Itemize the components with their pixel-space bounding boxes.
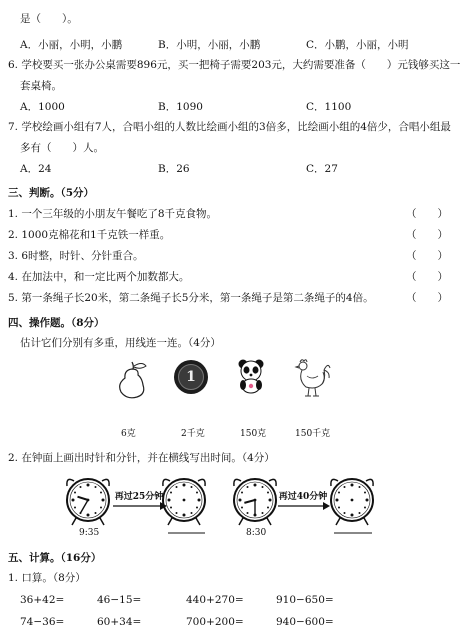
judge-item-5 (8, 291, 448, 305)
clock-4-face[interactable] (331, 479, 373, 525)
answer-paren[interactable]: （ ） (406, 208, 448, 220)
judge-item-1 (8, 207, 448, 221)
clock-3-time: 8:30 (246, 528, 267, 538)
q7-option-b: B．26 (158, 163, 190, 175)
q7-option-c: C．27 (306, 163, 338, 175)
judge-item-4 (8, 270, 448, 284)
q7-line2: 多有（ ）人。 (20, 142, 104, 154)
answer-paren[interactable]: （ ） (406, 292, 448, 304)
calc-item: 940−600= (276, 616, 334, 628)
q6-option-b: B．1090 (158, 101, 203, 113)
weight-label-3: 150克 (240, 429, 267, 439)
clock-exercise (0, 470, 466, 542)
ops-section-title: 四、操作题。（8分） (8, 317, 105, 329)
judge-item-text: 3. 6时整，时针、分针重合。 (8, 250, 144, 262)
clock-2-face[interactable] (163, 479, 205, 525)
arrow-1-label: 再过25分钟 (114, 492, 164, 502)
calc-item: 46−15= (97, 594, 142, 606)
q6-line2: 套桌椅。 (20, 80, 62, 92)
calc-item: 440+270= (186, 594, 244, 606)
coin-digit: 1 (186, 369, 196, 385)
rooster-icon (290, 356, 332, 398)
judge-item-text: 4. 在加法中，和一定比两个加数都大。 (8, 271, 190, 283)
answer-paren[interactable]: （ ） (406, 271, 448, 283)
judge-item-3 (8, 249, 448, 263)
calc-item: 74−36= (20, 616, 65, 628)
weight-label-2: 2千克 (181, 429, 205, 439)
ops-subtitle: 估计它们分别有多重，用线连一连。（4分） (20, 337, 221, 349)
calc-item: 700+200= (186, 616, 244, 628)
q5-tail: 是（ ）。 (20, 13, 78, 25)
q5-option-a: A．小丽，小明，小鹏 (20, 39, 123, 51)
arrow-2-label: 再过40分钟 (278, 492, 328, 502)
answer-paren[interactable]: （ ） (406, 229, 448, 241)
calc-item: 36+42= (20, 594, 65, 606)
judge-item-text: 5. 第一条绳子长20米，第二条绳子长5分米，第一条绳子是第二条绳子的4倍。 (8, 292, 374, 304)
judge-section-title: 三、判断。（5分） (8, 187, 95, 199)
calc-item: 910−650= (276, 594, 334, 606)
clock-1-time: 9:35 (79, 528, 100, 538)
q6-option-c: C．1100 (306, 101, 352, 113)
judge-item-text: 2. 1000克棉花和1千克铁一样重。 (8, 229, 171, 241)
ops-q2: 2. 在钟面上画出时针和分针，并在横线写出时间。（4分） (8, 452, 275, 464)
judge-item-text: 1. 一个三年级的小朋友午餐吃了8千克食物。 (8, 208, 218, 220)
weight-label-1: 6克 (121, 429, 136, 439)
calc-item: 60+34= (97, 616, 142, 628)
pear-icon (112, 358, 150, 400)
q7-option-a: A．24 (20, 163, 52, 175)
q5-option-c: C．小鹏，小丽，小明 (306, 39, 409, 51)
answer-paren[interactable]: （ ） (406, 250, 448, 262)
calc-section-title: 五、计算。（16分） (8, 552, 102, 564)
q6-option-a: A．1000 (20, 101, 65, 113)
calc-subtitle: 1. 口算。（8分） (8, 572, 86, 584)
weight-label-4: 150千克 (295, 429, 331, 439)
clock-1-face[interactable] (67, 479, 109, 525)
q7-line1: 7. 学校绘画小组有7人，合唱小组的人数比绘画小组的3倍多，比绘画小组的4倍少，合唱小组最 (8, 121, 451, 133)
q5-option-b: B．小明，小丽，小鹏 (158, 39, 261, 51)
clock-3-face[interactable] (234, 479, 276, 525)
coin-icon (174, 360, 208, 394)
panda-icon (235, 358, 267, 394)
q6-line1: 6. 学校要买一张办公桌需要896元，买一把椅子需要203元，大约需要准备（ ）元钱够买这一 (8, 59, 461, 71)
judge-item-2 (8, 228, 448, 242)
